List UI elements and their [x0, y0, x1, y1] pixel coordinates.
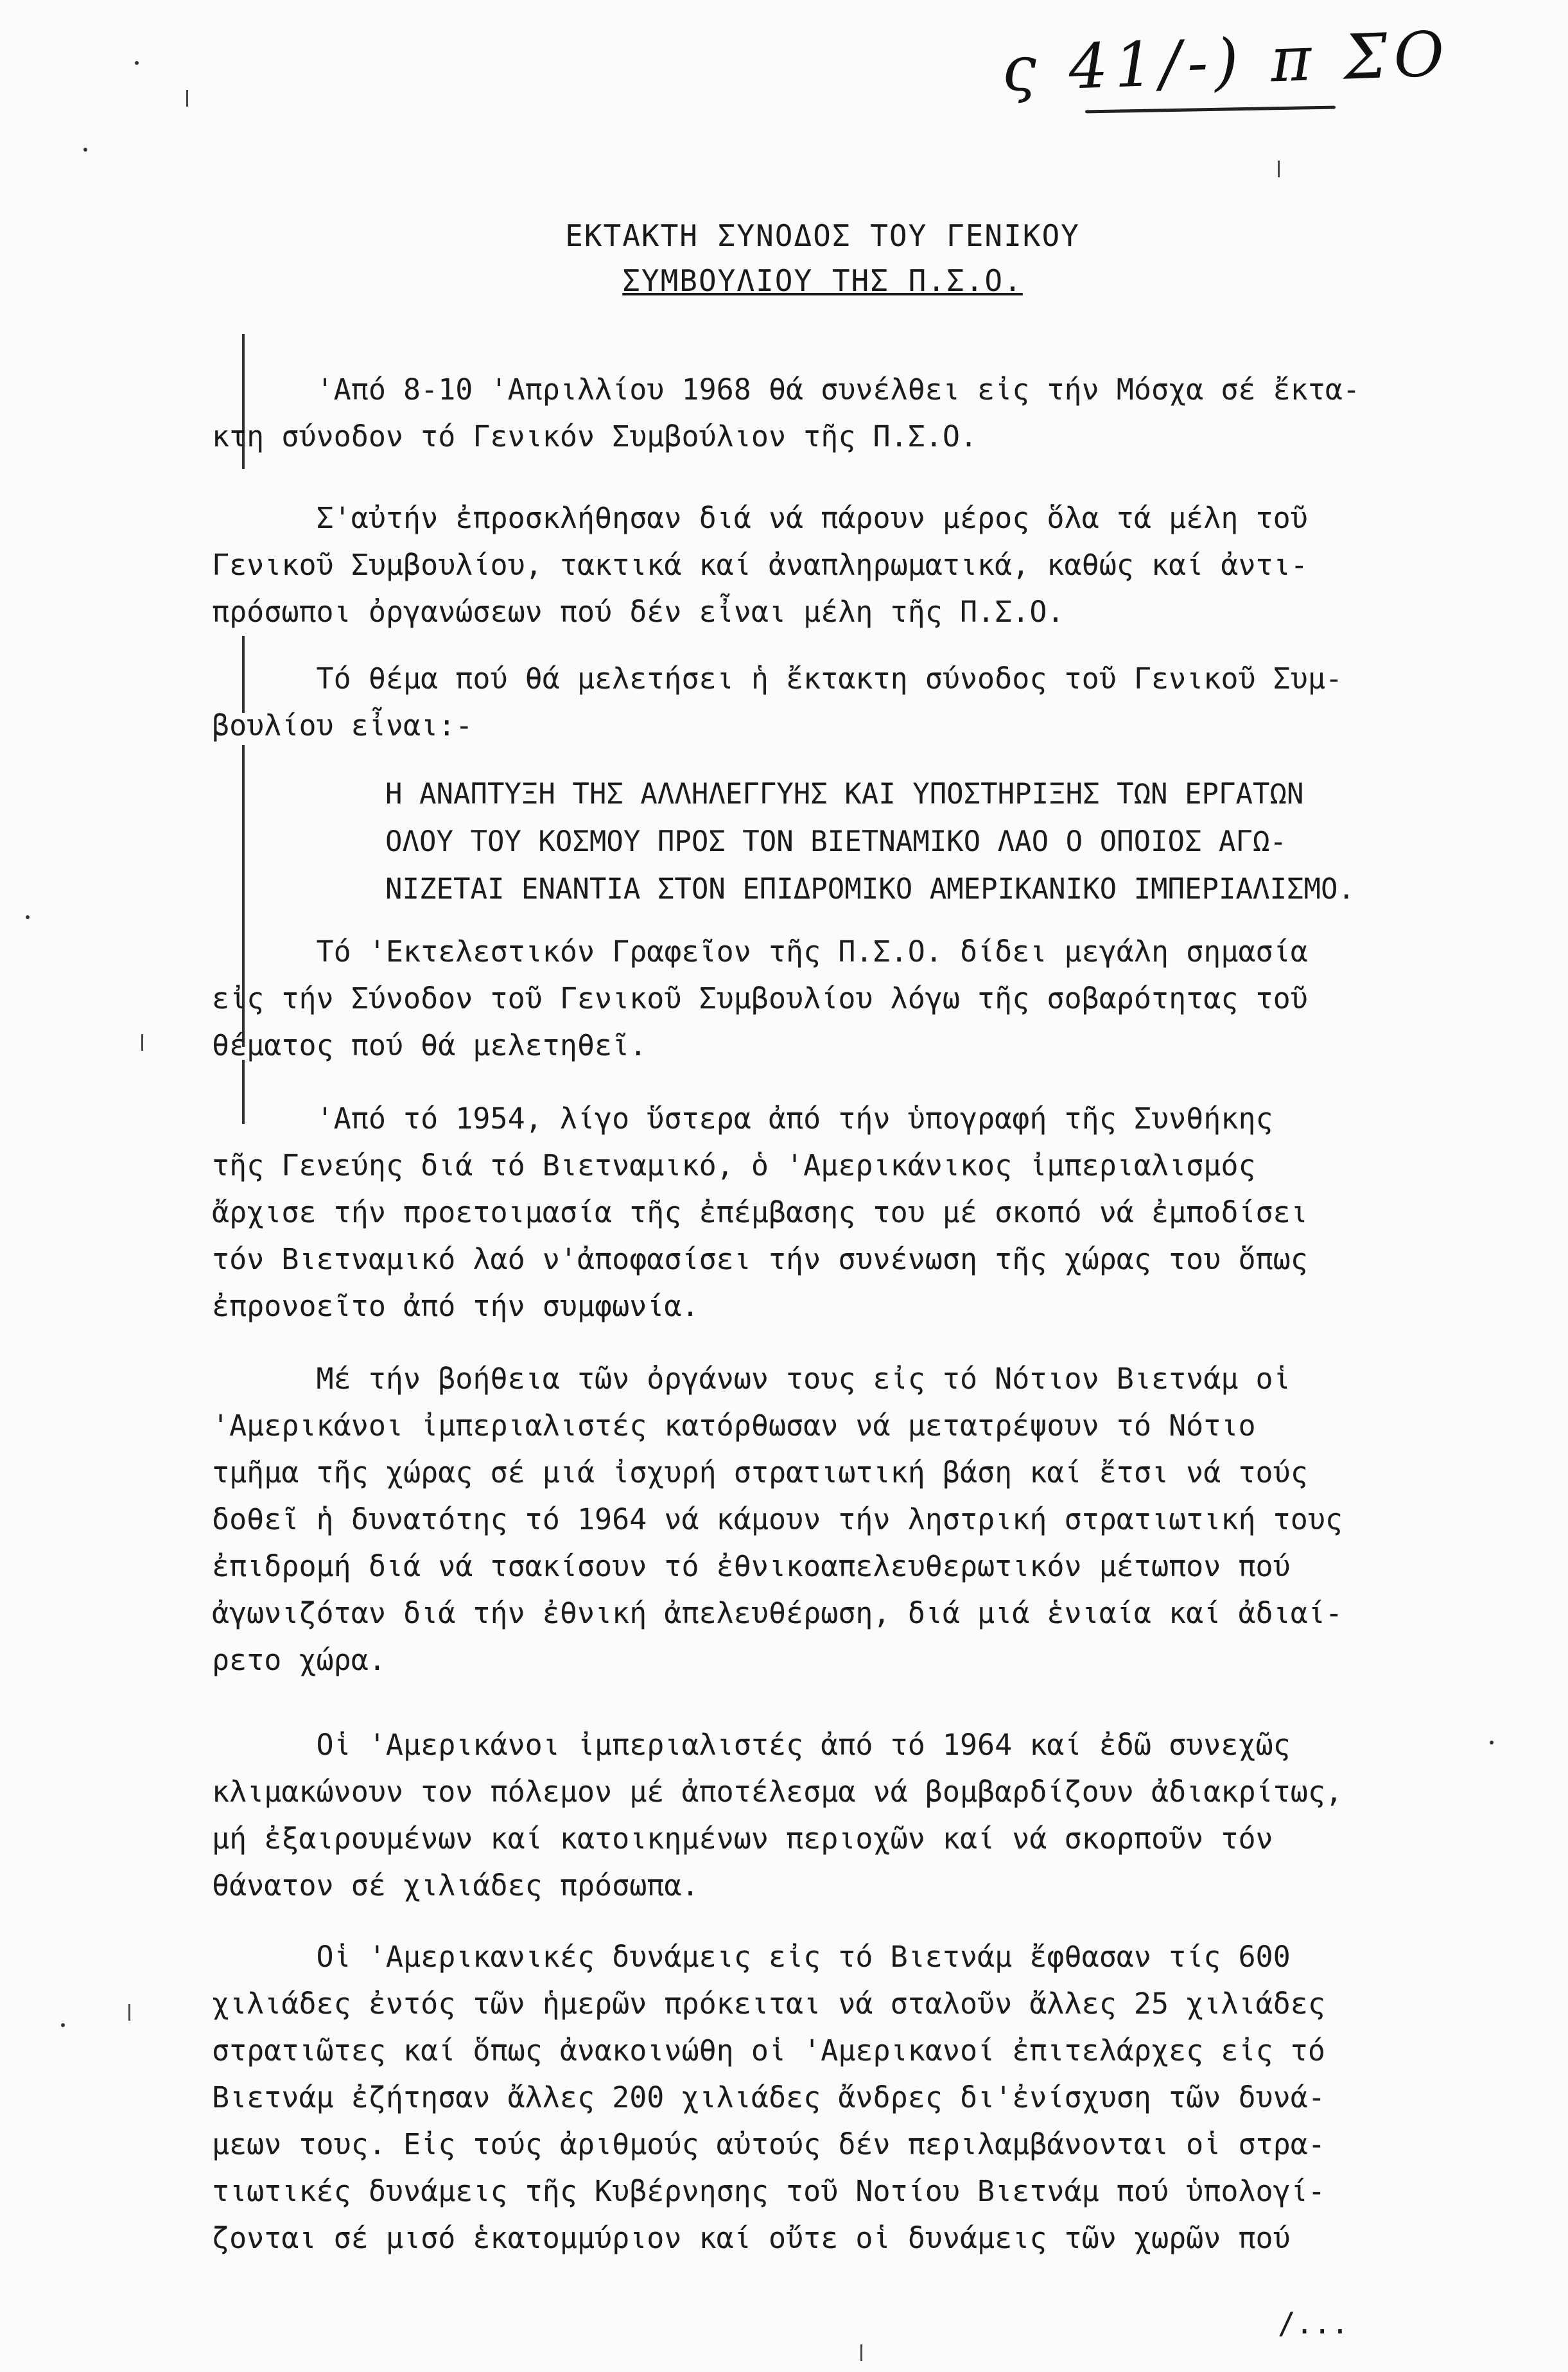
text-line: μεων τους. Εἰς τούς ἀριθμούς αὐτούς δέν περιλαμβάνονται οἱ στρα-: [212, 2127, 1325, 2161]
text-line: θέματος πού θά μελετηθεῖ.: [212, 1028, 647, 1062]
scan-mark: [128, 2004, 130, 2021]
text-line: 'Από τό 1954, λίγο ὕστερα ἀπό τήν ὑπογραφή τῆς Συνθήκης: [212, 1102, 1273, 1136]
paragraph-2: [212, 495, 1490, 635]
text-line: κλιμακώνουν τον πόλεμον μέ ἀποτέλεσμα νά βομβαρδίζουν ἀδιακρίτως,: [212, 1775, 1343, 1809]
scan-speck: [26, 915, 30, 919]
scan-mark: [1278, 161, 1280, 177]
text-line: θάνατον σέ χιλιάδες πρόσωπα.: [212, 1868, 699, 1902]
paragraph-5: [212, 1095, 1490, 1330]
text-line: ἀγωνιζόταν διά τήν ἐθνική ἀπελευθέρωση, διά μιά ἑνιαία καί ἀδιαί-: [212, 1596, 1343, 1630]
text-line: 'Αμερικάνοι ἰμπεριαλιστές κατόρθωσαν νά μετατρέψουν τό Νότιο: [212, 1409, 1256, 1443]
paragraph-6: [212, 1355, 1490, 1683]
document-title-line-2: ΣΥΜΒΟΥΛΙΟΥ ΤΗΣ Π.Σ.Ο.: [622, 263, 1023, 298]
text-line: Βιετνάμ ἐζήτησαν ἄλλες 200 χιλιάδες ἄνδρες δι'ἐνίσχυση τῶν δυνά-: [212, 2080, 1325, 2114]
slogan-line: Η ΑΝΑΠΤΥΞΗ ΤΗΣ ΑΛΛΗΛΕΓΓΥΗΣ ΚΑΙ ΥΠΟΣΤΗΡΙΞΗΣ ΤΩΝ ΕΡΓΑΤΩΝ: [385, 778, 1304, 811]
text-line: 'Από 8-10 'Απριλλίου 1968 θά συνέλθει εἰς τήν Μόσχα σέ ἔκτα-: [212, 373, 1361, 407]
text-line: Μέ τήν βοήθεια τῶν ὀργάνων τους εἰς τό Νότιον Βιετνάμ οἱ: [212, 1362, 1291, 1396]
scan-speck: [61, 2023, 65, 2027]
text-line: βουλίου εἶναι:-: [212, 708, 473, 742]
paragraph-4: [212, 928, 1490, 1069]
scan-mark: [186, 90, 188, 107]
text-line: τόν Βιετναμικό λαό ν'ἀποφασίσει τήν συνένωση τῆς χώρας του ὅπως: [212, 1242, 1308, 1276]
text-line: τμῆμα τῆς χώρας σέ μιά ἰσχυρή στρατιωτική βάση καί ἔτσι νά τούς: [212, 1455, 1308, 1489]
text-line: τῆς Γενεύης διά τό Βιετναμικό, ὁ 'Αμερικάνικος ἰμπεριαλισμός: [212, 1148, 1256, 1182]
handwritten-underline: [1085, 106, 1336, 114]
text-line: ζονται σέ μισό ἑκατομμύριον καί οὔτε οἱ δυνάμεις τῶν χωρῶν πού: [212, 2221, 1291, 2255]
text-line: χιλιάδες ἐντός τῶν ἡμερῶν πρόκειται νά σταλοῦν ἄλλες 25 χιλιάδες: [212, 1987, 1325, 2021]
text-line: Οἱ 'Αμερικανικές δυνάμεις εἰς τό Βιετνάμ ἔφθασαν τίς 600: [212, 1940, 1291, 1974]
text-line: πρόσωποι ὀργανώσεων πού δέν εἶναι μέλη τῆς Π.Σ.Ο.: [212, 595, 1065, 629]
text-line: δοθεῖ ἡ δυνατότης τό 1964 νά κάμουν τήν ληστρική στρατιωτική τους: [212, 1502, 1343, 1536]
slogan-block: [385, 771, 1490, 913]
text-line: ἄρχισε τήν προετοιμασία τῆς ἐπέμβασης του μέ σκοπό νά ἐμποδίσει: [212, 1195, 1308, 1229]
text-line: τιωτικές δυνάμεις τῆς Κυβέρνησης τοῦ Νοτίου Βιετνάμ πού ὑπολογί-: [212, 2174, 1325, 2208]
text-line: ἐπιδρομή διά νά τσακίσουν τό ἐθνικοαπελευθερωτικόν μέτωπον πού: [212, 1549, 1291, 1583]
handwritten-note: ς 41/-) π ΣΟ: [1000, 17, 1452, 106]
text-line: ρετο χώρα.: [212, 1643, 386, 1677]
text-line: Σ'αὐτήν ἐπροσκλήθησαν διά νά πάρουν μέρος ὅλα τά μέλη τοῦ: [212, 501, 1308, 535]
text-line: Τό θέμα πού θά μελετήσει ἡ ἔκτακτη σύνοδος τοῦ Γενικοῦ Συμ-: [212, 662, 1343, 696]
scan-mark: [860, 2344, 862, 2361]
text-line: Τό 'Εκτελεστικόν Γραφεῖον τῆς Π.Σ.Ο. δίδει μεγάλη σημασία: [212, 935, 1308, 969]
text-line: Οἱ 'Αμερικάνοι ἰμπεριαλιστές ἀπό τό 1964 καί ἐδῶ συνεχῶς: [212, 1728, 1291, 1762]
text-line: Γενικοῦ Συμβουλίου, τακτικά καί ἀναπληρωματικά, καθώς καί ἀντι-: [212, 548, 1308, 582]
paragraph-8: [212, 1933, 1490, 2262]
text-line: κτη σύνοδον τό Γενικόν Συμβούλιον τῆς Π.Σ.Ο.: [212, 419, 978, 453]
paragraph-1: [212, 366, 1490, 460]
paragraph-3: [212, 655, 1490, 749]
slogan-line: ΝΙΖΕΤΑΙ ΕΝΑΝΤΙΑ ΣΤΟΝ ΕΠΙΔΡΟΜΙΚΟ ΑΜΕΡΙΚΑΝΙΚΟ ΙΜΠΕΡΙΑΛΙΣΜΟ.: [385, 873, 1355, 906]
scan-speck: [1490, 1741, 1494, 1744]
scan-mark: [141, 1034, 143, 1051]
text-line: στρατιῶτες καί ὅπως ἀνακοινώθη οἱ 'Αμερικανοί ἐπιτελάρχες εἰς τό: [212, 2034, 1325, 2068]
document-title-line-1: ΕΚΤΑΚΤΗ ΣΥΝΟΔΟΣ ΤΟΥ ΓΕΝΙΚΟΥ: [565, 218, 1080, 253]
paragraph-7: [212, 1721, 1490, 1909]
text-line: ἐπρονοεῖτο ἀπό τήν συμφωνία.: [212, 1289, 699, 1323]
text-line: μή ἐξαιρουμένων καί κατοικημένων περιοχῶν καί νά σκορποῦν τόν: [212, 1822, 1273, 1856]
continuation-mark: /...: [1278, 2306, 1349, 2341]
scan-speck: [135, 61, 139, 65]
scan-speck: [83, 148, 87, 152]
text-line: εἰς τήν Σύνοδον τοῦ Γενικοῦ Συμβουλίου λόγω τῆς σοβαρότητας τοῦ: [212, 981, 1308, 1015]
slogan-line: ΟΛΟΥ ΤΟΥ ΚΟΣΜΟΥ ΠΡΟΣ ΤΟΝ ΒΙΕΤΝΑΜΙΚΟ ΛΑΟ Ο ΟΠΟΙΟΣ ΑΓΩ-: [385, 825, 1287, 858]
